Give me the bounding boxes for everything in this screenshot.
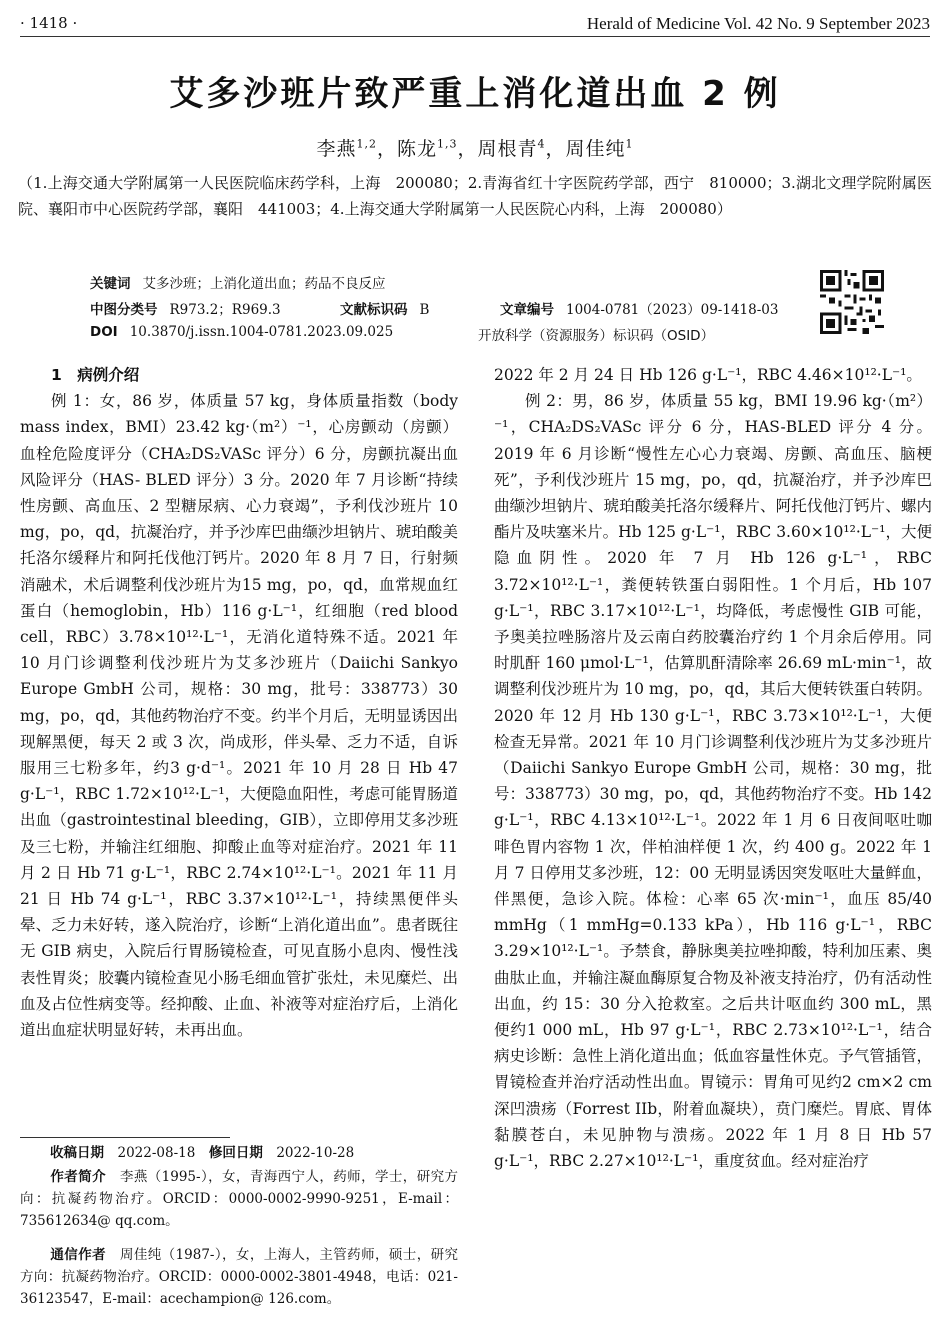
doi-label: DOI [90,324,118,340]
corresponding-label: 通信作者 [50,1247,107,1263]
author-name: 陈龙 [396,138,437,160]
affiliations: （1.上海交通大学附属第一人民医院临床药学科，上海 200080；2.青海省红十字医院药学部，西宁 810000；3.湖北文理学院附属医院、襄阳市中心医院药学部，襄阳 441003；4.上海交通大学附属第一人民医院心内科，上海 200080） [18,174,932,218]
author-affil-sup: 1,3 [436,137,458,151]
revised-date: 2022-10-28 [276,1145,355,1161]
paragraph: 例 1：女，86 岁，体质量 57 kg，身体质量指数（body mass index，BMI）23.42 kg·（m²）⁻¹，心房颤动（房颤）血栓危险度评分（CHA₂DS₂VASc 评分）6 分，房颤抗凝出血风险评分（HAS- BLED 评分）3 分。2020 年 7 月诊断“持续性房颤、高血压、2 型糖尿病、心力衰竭”，予利伐沙班片 10 mg，po，qd，抗凝治疗，并予沙库巴曲缬沙坦钠片、琥珀酸美托洛尔缓释片和阿托伐他汀钙片。2020 年 8 月 7 日，行射频消融术，术后调整利伐沙班片为15 mg，po，qd，血常规血红蛋白（hemoglobin，Hb）116 g·L⁻¹，红细胞（red blood cell，RBC）3.78×10¹²·L⁻¹，无消化道特殊不适。2021 年 10 月门诊调整利伐沙班片为艾多沙班片（Daiichi Sankyo Europe GmbH 公司，规格：30 mg，批号：338773）30 mg，po，qd，其他药物治疗不变。约半个月后，无明显诱因出现解黑便，每天 2 或 3 次，尚成形，伴头晕、乏力不适，自诉服用三七粉多年，约3 g·d⁻¹。2021 年 10 月 28 日 Hb 47 g·L⁻¹，RBC 1.72×10¹²·L⁻¹，大便隐血阳性，考虑可能胃肠道出血（gastrointestinal bleeding，GIB），立即停用艾多沙班及三七粉，并输注红细胞、抑酸止血等对症治疗。2021 年 11 月 2 日 Hb 71 g·L⁻¹，RBC 2.74×10¹²·L⁻¹。2021 年 11 月 21 日 Hb 74 g·L⁻¹，RBC 3.37×10¹²·L⁻¹，持续黑便伴头晕、乏力未好转，遂入院治疗，诊断“上消化道出血”。患者既往无 GIB 病史，入院后行胃肠镜检查，可见直肠小息肉、慢性浅表性胃炎；胶囊内镜检查见小肠毛细血管扩张灶，未见糜烂、出血及占位性病变等。经抑酸、止血、补液等对症治疗后，上消化道出血症状明显好转，未再出血。 [20,392,458,1040]
doi-value: 10.3870/j.issn.1004-0781.2023.09.025 [129,324,394,340]
keywords: 艾多沙班；上消化道出血；药品不良反应 [142,276,386,292]
corresponding-author: 周佳纯（1987-），女，上海人，主管药师，硕士，研究方向：抗凝药物治疗。ORCID：0000-0002-3801-4948，电话：021-36123547，E-mail：acechampion@ 126.com。 [20,1247,459,1307]
author-name: 周佳纯 [565,138,626,160]
author-affil-sup: 1,2 [356,137,377,151]
received-label: 收稿日期 [50,1145,104,1161]
article-number-label: 文章编号 [500,302,554,318]
journal-info: Herald of Medicine Vol. 42 No. 9 September 2023 [586,14,930,33]
author-affil-sup: 4 [537,137,546,151]
doc-code-value: B [419,302,430,318]
section-title: 1 病例介绍 [51,366,140,384]
osid-line [478,324,714,344]
author-intro-label: 作者简介 [50,1169,107,1185]
received-date: 2022-08-18 [117,1145,196,1161]
left-column [20,362,458,1043]
author-intro-footnote [20,1166,458,1232]
dates-footnote [20,1142,458,1164]
clc-value: R973.2；R969.3 [169,302,281,318]
author-name: 李燕 [316,138,357,160]
doc-code-line [340,298,429,318]
article-number-value: 1004-0781（2023）09-1418-03 [566,302,779,318]
page-number: · 1418 · [20,14,78,32]
paragraph: 2022 年 2 月 24 日 Hb 126 g·L⁻¹，RBC 4.46×10¹²·L⁻¹。 [494,366,922,384]
qr-code-icon [820,270,884,334]
classification-line [90,298,281,318]
osid-label: 开放科学（资源服务）标识码（OSID） [478,328,715,344]
author-intro: 李燕（1995-），女，青海西宁人，药师，学士，研究方向：抗凝药物治疗。ORCID：0000-0002-9990-9251，E-mail：735612634@ qq.com。 [20,1169,459,1229]
doc-code-label: 文献标识码 [340,302,408,318]
corresponding-footnote [20,1244,458,1310]
author-affil-sup: 1 [625,137,634,151]
author-name: 周根青 [477,138,538,160]
article-number-line [500,298,778,318]
clc-label: 中图分类号 [90,302,158,318]
doi-line [90,324,393,340]
keywords-line [90,272,386,292]
revised-label: 修回日期 [208,1145,263,1161]
author-list: 李燕$^{1,2}$，陈龙$^{1,3}$，周根青$^4$，周佳纯$^1$ [316,137,634,160]
right-column [494,362,932,1174]
footnote-divider [20,1137,230,1138]
paragraph: 例 2：男，86 岁，体质量 55 kg，BMI 19.96 kg·（m²）⁻¹，CHA₂DS₂VASc 评分 6 分，HAS-BLED 评分 4 分。2019 年 6 月诊断“慢性左心心力衰竭、房颤、高血压、脑梗死”，予利伐沙班片 15 mg，po，qd，抗凝治疗，并予沙库巴曲缬沙坦钠片、琥珀酸美托洛尔缓释片、阿托伐他汀钙片、螺内酯片及呋塞米片。Hb 125 g·L⁻¹，RBC 3.60×10¹²·L⁻¹，大便隐血阴性。2020 年 7 月 Hb 126 g·L⁻¹，RBC 3.72×10¹²·L⁻¹，粪便转铁蛋白弱阳性。1 个月后，Hb 107 g·L⁻¹，RBC 3.17×10¹²·L⁻¹，均降低，考虑慢性 GIB 可能，予奥美拉唑肠溶片及云南白药胶囊治疗约 1 个月余后停用。同时肌酐 160 μmol·L⁻¹，估算肌酐清除率 26.69 mL·min⁻¹，故调整利伐沙班片为 10 mg，po，qd，其后大便转铁蛋白转阴。2020 年 12 月 Hb 130 g·L⁻¹，RBC 3.73×10¹²·L⁻¹，大便检查无异常。2021 年 10 月门诊调整利伐沙班片为艾多沙班片（Daiichi Sankyo Europe GmbH 公司，规格：30 mg，批号：338773）30 mg，po，qd，其他药物治疗不变。Hb 142 g·L⁻¹，RBC 4.13×10¹²·L⁻¹。2022 年 1 月 6 日夜间呕吐咖啡色胃内容物 1 次，伴柏油样便 1 次，约 400 g。2022 年 1 月 7 日停用艾多沙班，12：00 无明显诱因突发呕吐大量鲜血，伴黑便，急诊入院。体检：心率 65 次·min⁻¹，血压 85/40 mmHg（1 mmHg=0.133 kPa），Hb 116 g·L⁻¹，RBC 3.29×10¹²·L⁻¹。予禁食，静脉奥美拉唑抑酸，特利加压素、奥曲肽止血，并输注凝血酶原复合物及补液支持治疗，仍有活动性出血，约 15：30 分入抢救室。之后共计呕血约 300 mL，黑便约1 000 mL，Hb 97 g·L⁻¹，RBC 2.73×10¹²·L⁻¹，结合病史诊断：急性上消化道出血；低血容量性休克。予气管插管，胃镜检查并治疗活动性出血。胃镜示：胃角可见约2 cm×2 cm 深凹溃疡（Forrest IIb，附着血凝块），贲门糜烂。胃底、胃体黏膜苍白，未见肿物与溃疡。2022 年 1 月 8 日 Hb 57 g·L⁻¹，RBC 2.27×10¹²·L⁻¹，重度贫血。经对症治疗 [494,392,932,1171]
keywords-label: 关键词 [90,276,131,292]
running-header [20,14,930,37]
article-title: 艾多沙班片致严重上消化道出血 2 例 [169,74,781,114]
